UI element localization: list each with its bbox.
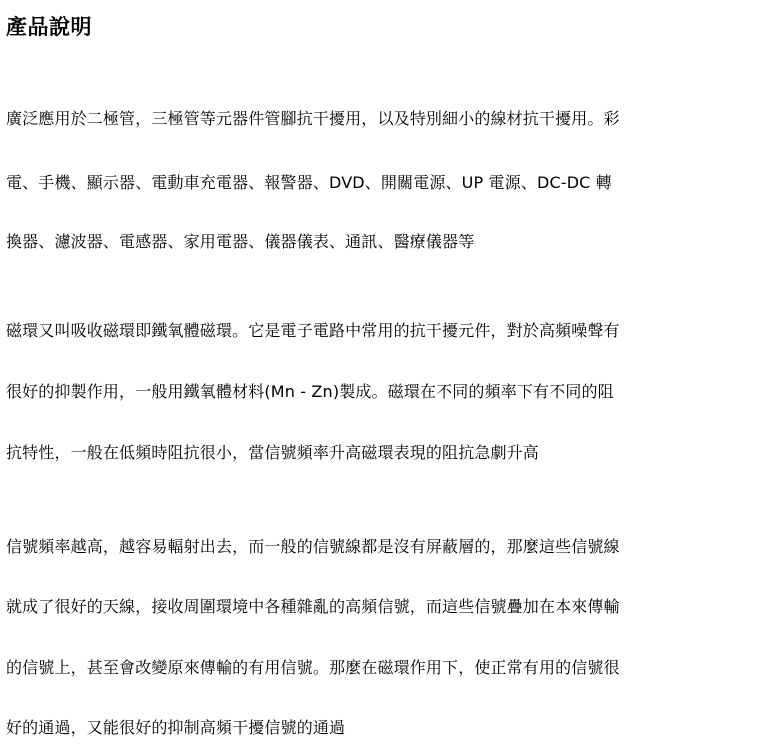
paragraph-line: 抗特性，一般在低頻時阻抗很小，當信號頻率升高磁環表現的阻抗急劇升高 <box>6 443 539 462</box>
paragraph-line: 很好的抑製作用，一般用鐵氧體材料(Mn - Zn)製成。磁環在不同的頻率下有不同的阻 <box>6 382 614 401</box>
paragraph-line: 磁環又叫吸收磁環即鐵氧體磁環。它是電子電路中常用的抗干擾元件，對於高頻噪聲有 <box>6 321 620 340</box>
paragraph-line: 廣泛應用於二極管，三極管等元器件管腳抗干擾用，以及特別細小的線材抗干擾用。彩 <box>6 109 620 128</box>
page-title: 產品說明 <box>6 15 92 39</box>
paragraph-line: 的信號上，甚至會改變原來傳輸的有用信號。那麼在磁環作用下，使正常有用的信號很 <box>6 658 620 677</box>
paragraph-line: 好的通過，又能很好的抑制高頻干擾信號的通過 <box>6 718 346 737</box>
paragraph-line: 換器、濾波器、電感器、家用電器、儀器儀表、通訊、醫療儀器等 <box>6 232 475 251</box>
paragraph-line: 信號頻率越高，越容易輻射出去，而一般的信號線都是沒有屏蔽層的，那麼這些信號線 <box>6 537 620 556</box>
paragraph-line: 就成了很好的天線，接收周圍環境中各種雜亂的高頻信號，而這些信號疊加在本來傳輸 <box>6 597 620 616</box>
paragraph-line: 電、手機、顯示器、電動車充電器、報警器、DVD、開關電源、UP 電源、DC-DC 轉 <box>6 173 612 192</box>
